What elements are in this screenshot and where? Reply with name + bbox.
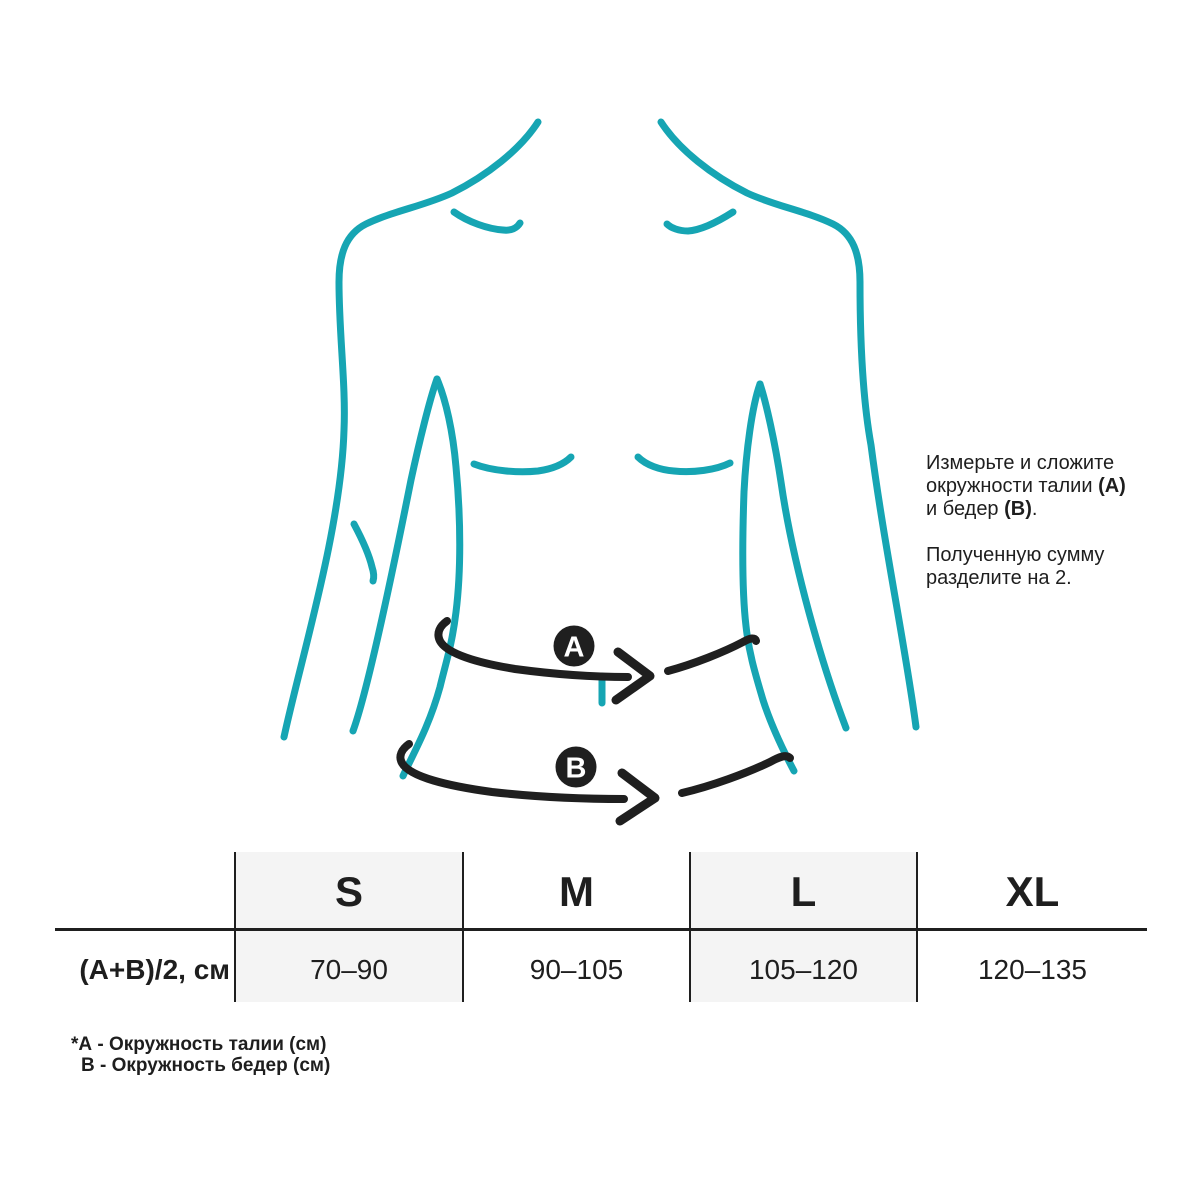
waist-arrow-shaft	[438, 621, 628, 677]
instruction-line: разделите на 2.	[926, 567, 1072, 589]
left-clavicle-line	[454, 212, 520, 230]
size-header-s: S	[334, 868, 363, 915]
right-inner-arm-line	[760, 384, 846, 728]
table-horizontal-line	[55, 928, 1147, 931]
table-row-label: (А+В)/2, см	[79, 954, 230, 985]
waist-marker-letter: А	[563, 631, 585, 664]
measurement-instructions	[926, 452, 1176, 613]
size-range-m: 90–105	[529, 954, 624, 985]
hip-arrow-back-arc	[682, 756, 790, 793]
marker-badges	[554, 626, 597, 788]
size-range-xl: 120–135	[977, 954, 1087, 985]
waist-arrow-back-arc	[668, 638, 756, 671]
hip-marker-letter: В	[565, 752, 587, 785]
instruction-line: Полученную сумму	[926, 544, 1105, 566]
right-torso-side-line	[743, 384, 794, 771]
measurement-arrows	[400, 621, 790, 821]
left-pec-line	[474, 457, 571, 472]
instruction-line: окружности талии (А)	[926, 475, 1126, 497]
footnote-line-a: *А - Окружность талии (см)	[71, 1034, 327, 1055]
size-range-s: 70–90	[310, 954, 388, 985]
size-header-l: L	[790, 868, 817, 915]
right-pec-line	[638, 457, 730, 472]
left-torso-side-line	[403, 379, 460, 776]
instruction-line: Измерьте и сложите	[926, 452, 1115, 474]
left-elbow-crease-line	[354, 524, 374, 581]
instruction-paragraph-2	[926, 544, 1176, 590]
left-neck-shoulder-arm-line	[284, 122, 538, 737]
size-header-m: M	[559, 868, 594, 915]
instruction-paragraph-1	[926, 452, 1176, 521]
footnote	[71, 1034, 330, 1076]
size-range-l: 105–120	[748, 954, 858, 985]
right-neck-shoulder-arm-line	[661, 122, 916, 727]
instruction-line: и бедер (В).	[926, 498, 1038, 520]
size-header-xl: XL	[1005, 868, 1060, 915]
footnote-line-b: В - Окружность бедер (см)	[81, 1055, 331, 1076]
right-clavicle-line	[667, 212, 733, 231]
